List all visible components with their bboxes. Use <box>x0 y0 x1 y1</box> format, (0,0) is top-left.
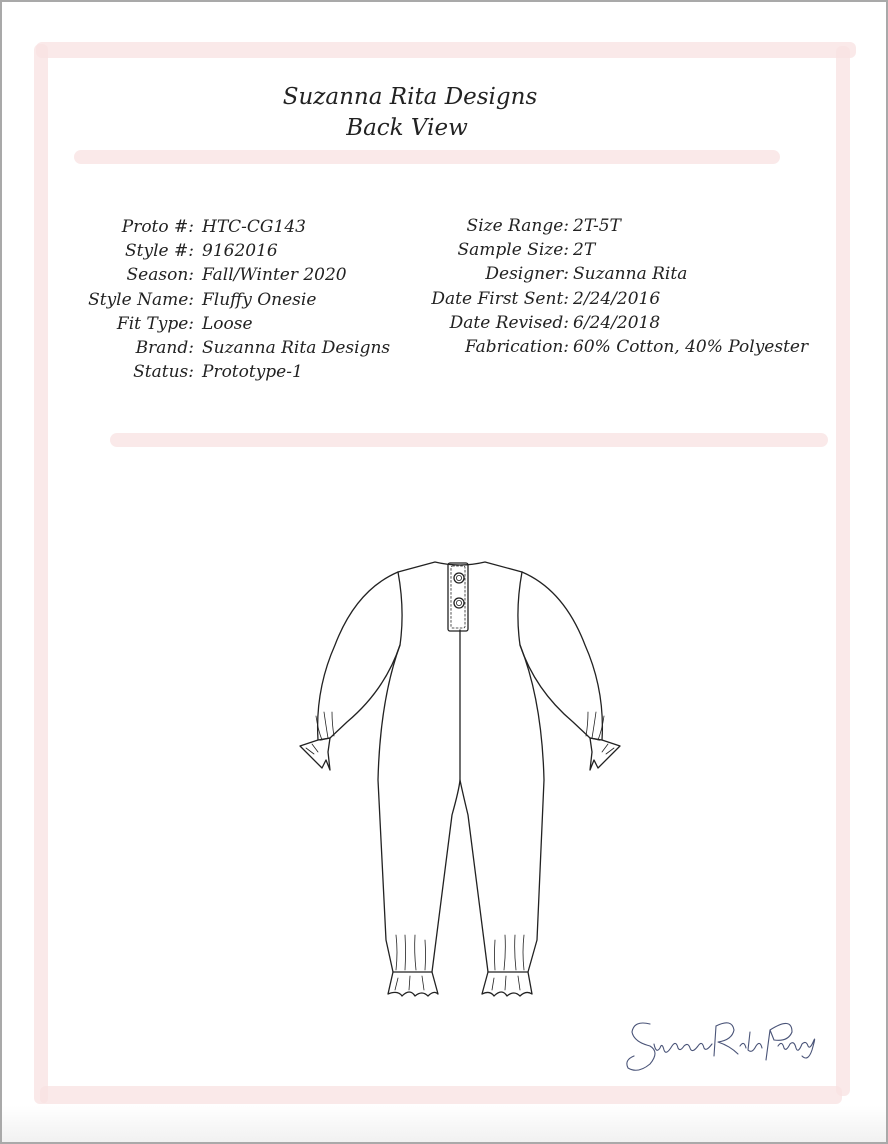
spec-row-style-name <box>60 288 390 312</box>
page-shadow <box>2 1106 886 1142</box>
spec-label: Date First Sent: <box>431 288 569 309</box>
spec-label: Brand: <box>135 338 194 359</box>
spec-label: Designer: <box>485 264 569 285</box>
brush-border-bottom <box>40 1086 842 1104</box>
document-title: Suzanna Rita Designs <box>282 84 538 110</box>
spec-label: Style #: <box>125 241 194 262</box>
spec-value: 2T <box>573 240 596 261</box>
brush-border-top <box>36 42 856 58</box>
spec-label: Size Range: <box>466 216 569 236</box>
spec-row-sample-size <box>412 238 808 262</box>
spec-label: Style Name: <box>88 289 194 310</box>
spec-label: Season: <box>126 265 194 286</box>
spec-value: Prototype-1 <box>202 362 303 383</box>
spec-row-season <box>60 263 390 287</box>
spec-row-size-range <box>412 214 808 238</box>
document-header <box>0 82 888 144</box>
spec-value: 2/24/2016 <box>573 288 661 309</box>
spec-label: Date Revised: <box>449 312 569 333</box>
spec-label: Fit Type: <box>116 313 194 334</box>
spec-value: Suzanna Rita <box>573 264 688 285</box>
document-subtitle: Back View <box>346 115 468 141</box>
brush-divider-bottom <box>110 433 828 447</box>
brush-border-right <box>836 46 850 1096</box>
spec-value: 2T-5T <box>573 216 621 236</box>
spec-row-fit-type <box>60 312 390 336</box>
spec-list-right <box>412 214 808 359</box>
spec-label: Proto #: <box>121 217 194 237</box>
spec-row-date-first-sent <box>412 287 808 311</box>
spec-row-style <box>60 239 390 263</box>
spec-value: HTC-CG143 <box>202 217 306 237</box>
spec-list-left <box>60 215 390 384</box>
spec-value: 60% Cotton, 40% Polyester <box>573 337 809 358</box>
spec-row-date-revised <box>412 311 808 335</box>
spec-label: Sample Size: <box>457 240 569 261</box>
spec-label: Fabrication: <box>464 337 569 358</box>
spec-row-brand <box>60 336 390 360</box>
brush-border-left <box>34 44 48 1104</box>
spec-value: Fluffy Onesie <box>202 289 317 310</box>
onesie-back-view-icon <box>290 552 630 1002</box>
spec-value: Loose <box>202 313 253 334</box>
spec-value: 6/24/2018 <box>573 312 661 333</box>
spec-value: 9162016 <box>202 241 278 262</box>
spec-row-designer <box>412 262 808 286</box>
spec-label: Status: <box>133 362 194 383</box>
brush-divider-top <box>74 150 780 164</box>
spec-value: Suzanna Rita Designs <box>202 338 391 359</box>
spec-row-proto <box>60 215 390 239</box>
spec-row-status <box>60 360 390 384</box>
signature-icon <box>620 1010 820 1080</box>
spec-value: Fall/Winter 2020 <box>202 265 347 286</box>
spec-row-fabrication <box>412 335 808 359</box>
